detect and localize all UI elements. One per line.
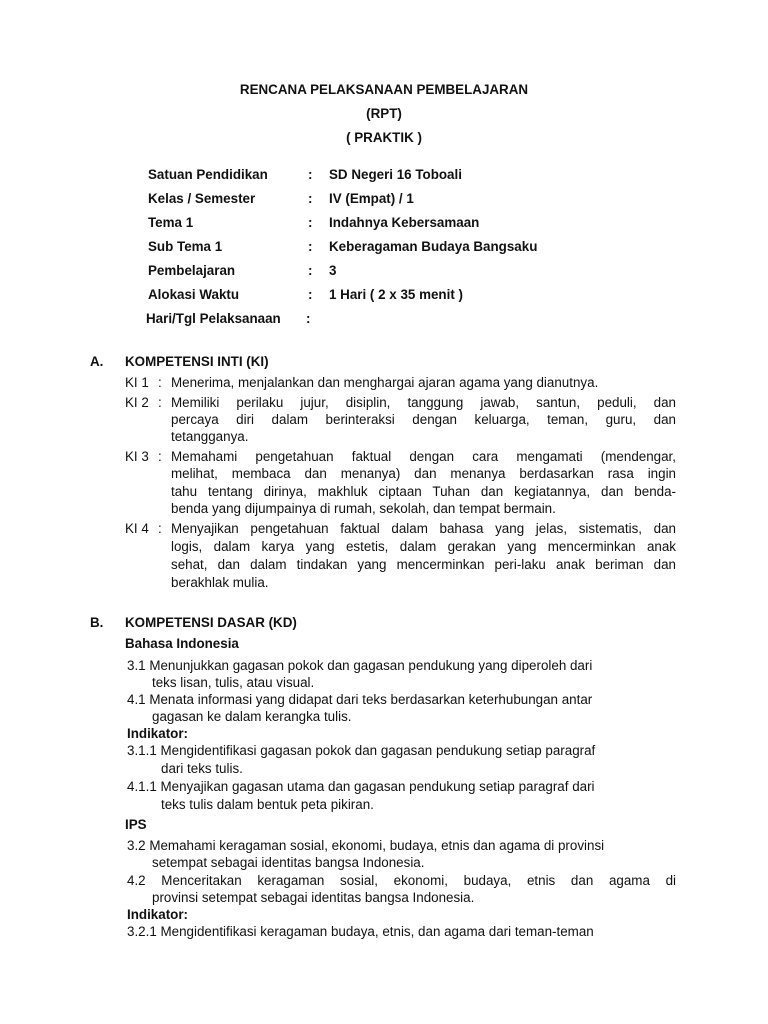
identity-colon: : — [308, 263, 313, 278]
identity-label: Hari/Tgl Pelaksanaan — [146, 311, 281, 326]
identity-value: IV (Empat) / 1 — [329, 191, 414, 206]
indikator-line: 3.1.1 Mengidentifikasi gagasan pokok dan gagasan pendukung setiap paragraf — [127, 743, 596, 758]
ki-code: KI 3 — [125, 449, 149, 464]
identity-label: Pembelajaran — [148, 263, 236, 278]
ki-text-line: benda yang dijumpainya di rumah, sekolah, dan tempat bermain. — [171, 501, 556, 516]
identity-value: Indahnya Kebersamaan — [329, 215, 480, 230]
identity-colon: : — [308, 215, 313, 230]
ki-colon: : — [158, 395, 162, 410]
identity-colon: : — [308, 167, 313, 182]
kd-line: 3.1 Menunjukkan gagasan pokok dan gagasan pendukung yang diperoleh dari — [127, 658, 593, 673]
identity-label: Alokasi Waktu — [148, 287, 240, 302]
ki-colon: : — [158, 375, 162, 390]
kd-line: provinsi setempat sebagai identitas bangsa Indonesia. — [152, 890, 475, 905]
ki-text-line: logis, dalam karya yang estetis, dalam gerakan yang mencerminkan anak — [171, 539, 676, 554]
doc-title-line2: (RPT) — [366, 106, 402, 121]
ki-text-line: sehat, dan dalam tindakan yang mencerminkan peri-laku anak beriman dan — [171, 557, 676, 572]
identity-colon: : — [308, 287, 313, 302]
kd-line: 3.2 Memahami keragaman sosial, ekonomi, budaya, etnis dan agama di provinsi — [127, 838, 605, 853]
indikator-line: teks tulis dalam bentuk peta pikiran. — [161, 797, 374, 812]
doc-title-line3: ( PRAKTIK ) — [346, 130, 422, 145]
ki-text-line: Memahami pengetahuan faktual dengan cara mengamati (mendengar, — [171, 449, 676, 464]
section-b-heading: KOMPETENSI DASAR (KD) — [125, 615, 297, 630]
ki-code: KI 4 — [125, 521, 149, 536]
kd-line: setempat sebagai identitas bangsa Indonesia. — [152, 855, 425, 870]
indikator-label: Indikator: — [127, 726, 189, 741]
ki-text-line: Memiliki perilaku jujur, disiplin, tanggung jawab, santun, peduli, dan — [171, 395, 676, 410]
identity-value: 1 Hari ( 2 x 35 menit ) — [329, 287, 463, 302]
identity-label: Satuan Pendidikan — [148, 167, 268, 182]
section-a-heading: KOMPETENSI INTI (KI) — [125, 354, 269, 369]
ki-text-line: Menyajikan pengetahuan faktual dalam bahasa yang jelas, sistematis, dan — [171, 521, 676, 536]
section-b-letter: B. — [90, 615, 104, 630]
ki-colon: : — [158, 521, 162, 536]
identity-label: Kelas / Semester — [148, 191, 256, 206]
ki-text-line: tetangganya. — [171, 429, 249, 444]
ki-text-line: melihat, membaca dan menanya) dan menanya berdasarkan rasa ingin — [171, 466, 676, 481]
ki-code: KI 1 — [125, 375, 149, 390]
ki-code: KI 2 — [125, 395, 149, 410]
indikator-line: 3.2.1 Mengidentifikasi keragaman budaya, etnis, dan agama dari teman-teman — [127, 924, 594, 939]
subject-heading: IPS — [125, 817, 147, 832]
identity-value: SD Negeri 16 Toboali — [329, 167, 462, 182]
indikator-line: 4.1.1 Menyajikan gagasan utama dan gagasan pendukung setiap paragraf dari — [127, 779, 595, 794]
doc-title-line1: RENCANA PELAKSANAAN PEMBELAJARAN — [239, 82, 529, 97]
identity-value: Keberagaman Budaya Bangsaku — [329, 239, 538, 254]
section-a-letter: A. — [90, 354, 104, 369]
kd-line: 4.2 Menceritakan keragaman sosial, ekonomi, budaya, etnis dan agama di — [127, 873, 676, 888]
identity-colon: : — [308, 239, 313, 254]
ki-text-line: berakhlak mulia. — [171, 575, 269, 590]
identity-colon: : — [306, 311, 311, 326]
identity-value: 3 — [329, 263, 337, 278]
ki-text-line: percaya diri dalam berinteraksi dengan keluarga, teman, guru, dan — [171, 412, 676, 427]
kd-line: teks lisan, tulis, atau visual. — [152, 675, 315, 690]
indikator-label: Indikator: — [127, 907, 189, 922]
subject-heading: Bahasa Indonesia — [125, 636, 239, 651]
indikator-line: dari teks tulis. — [161, 761, 243, 776]
kd-line: 4.1 Menata informasi yang didapat dari teks berdasarkan keterhubungan antar — [127, 692, 593, 707]
kd-line: gagasan ke dalam kerangka tulis. — [152, 709, 352, 724]
ki-text-line: Menerima, menjalankan dan menghargai ajaran agama yang dianutnya. — [171, 375, 599, 390]
ki-colon: : — [158, 449, 162, 464]
ki-text-line: tahu tentang dirinya, makhluk ciptaan Tuhan dan kegiatannya, dan benda- — [171, 484, 676, 499]
identity-colon: : — [308, 191, 313, 206]
identity-label: Tema 1 — [148, 215, 194, 230]
identity-label: Sub Tema 1 — [148, 239, 223, 254]
